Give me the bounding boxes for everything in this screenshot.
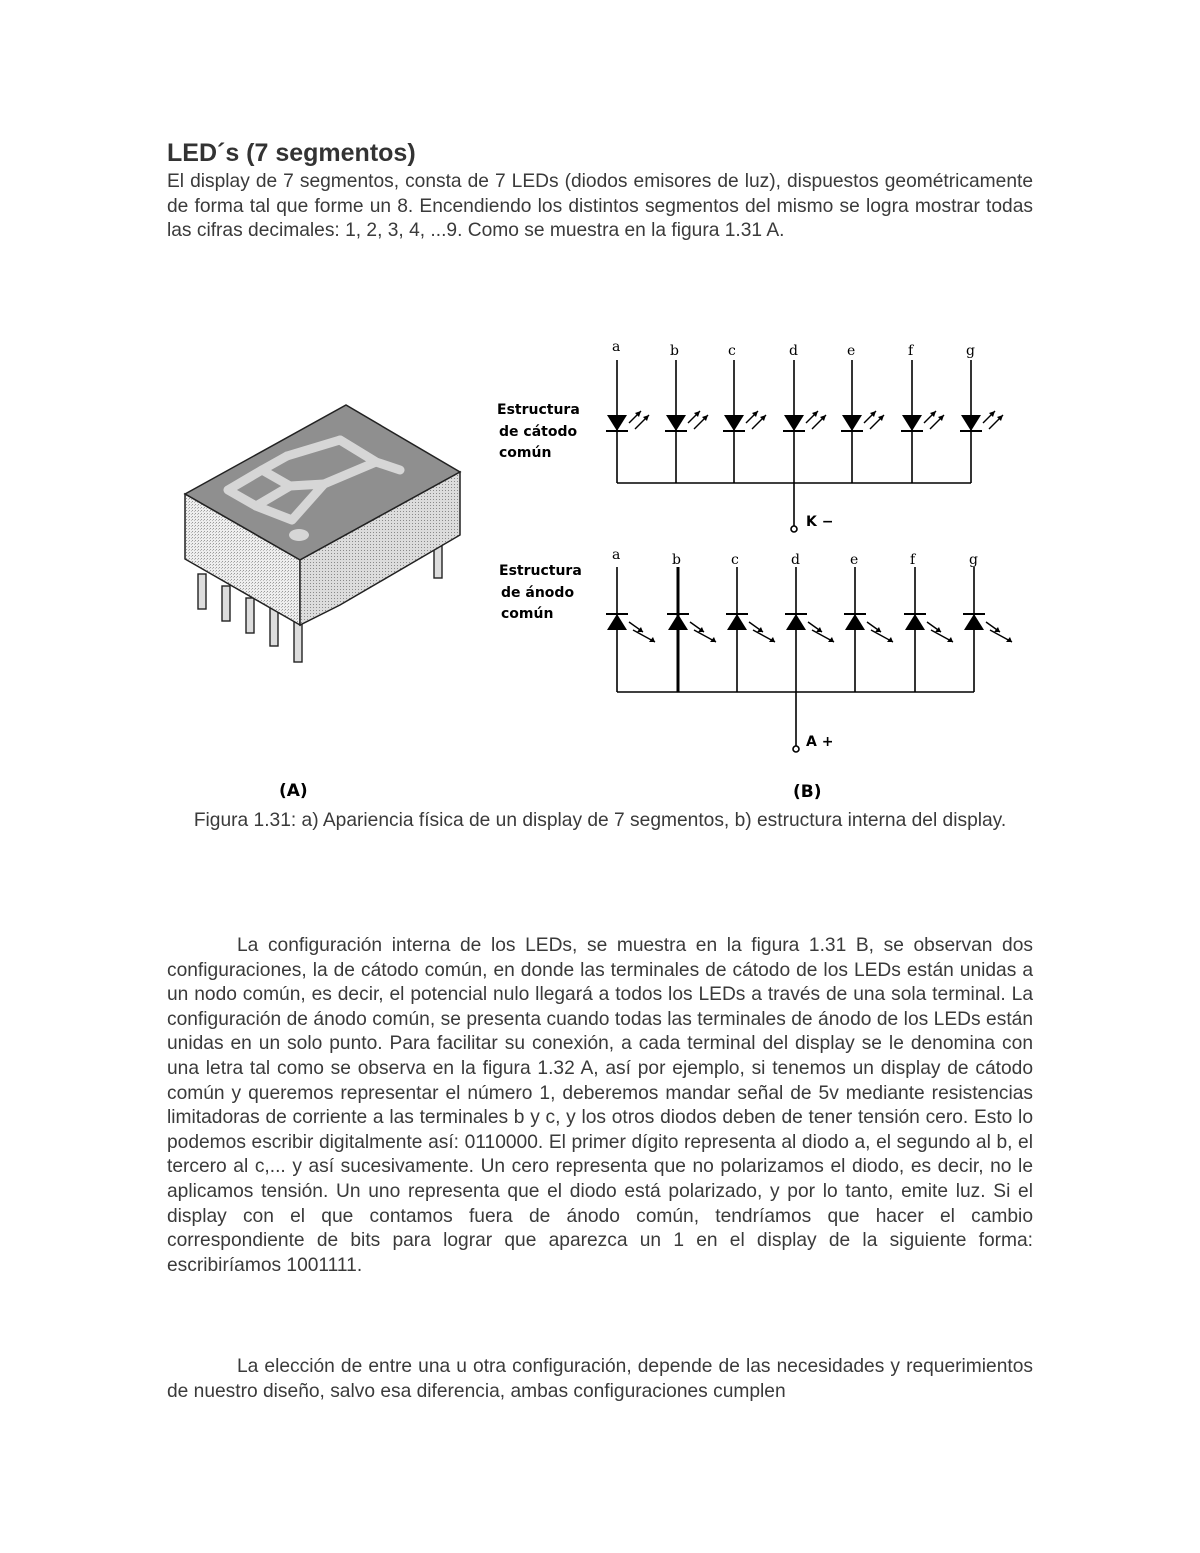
anode-diodes xyxy=(606,614,1012,642)
cathode-label-line2: de cátodo xyxy=(499,424,578,440)
anode-pin-label-b: b xyxy=(672,552,681,568)
cathode-diode-f xyxy=(901,411,944,431)
common-cathode-schematic xyxy=(617,360,971,532)
common-anode-schematic xyxy=(617,567,974,752)
cathode-diode-b xyxy=(665,411,708,431)
cathode-label-line3: común xyxy=(499,445,552,461)
cathode-pin-label-g: g xyxy=(966,343,975,359)
subfigure-label-b: (B) xyxy=(793,782,822,802)
cathode-pin-label-f: f xyxy=(908,343,914,359)
anode-pin-label-c: c xyxy=(731,552,739,568)
anode-label-line1: Estructura xyxy=(499,563,582,579)
cathode-pin-label-b: b xyxy=(670,343,679,359)
cathode-pin-label-e: e xyxy=(847,343,856,359)
anode-diode-a xyxy=(606,614,655,642)
anode-pin-labels xyxy=(612,547,978,568)
cathode-diodes xyxy=(606,411,1003,431)
cathode-diode-a xyxy=(606,411,649,431)
cathode-pin-label-d: d xyxy=(789,343,798,359)
display-illustration xyxy=(185,405,460,662)
anode-terminal-label: A + xyxy=(806,734,834,750)
cathode-diode-d xyxy=(783,411,826,431)
section-title: LED´s (7 segmentos) xyxy=(167,139,416,167)
anode-diode-g xyxy=(963,614,1012,642)
cathode-diode-c xyxy=(723,411,766,431)
choice-paragraph: La elección de entre una u otra configuración, depende de las necesidades y requerimientos de nuestro diseño, salvo esa diferencia, ambas configuraciones cumplen xyxy=(167,1356,1033,1402)
figure-caption: Figura 1.31: a) Apariencia física de un display de 7 segmentos, b) estructura interna del display. xyxy=(193,810,1007,831)
anode-label-line2: de ánodo xyxy=(501,585,575,601)
subfigure-label-a: (A) xyxy=(279,781,308,801)
anode-diode-f xyxy=(904,614,953,642)
anode-diode-e xyxy=(844,614,893,642)
anode-pin-label-d: d xyxy=(791,552,800,568)
anode-pin-label-a: a xyxy=(612,547,621,563)
cathode-pin-label-a: a xyxy=(612,339,621,355)
cathode-pin-labels xyxy=(612,339,975,359)
cathode-pin-label-c: c xyxy=(728,343,736,359)
anode-label-line3: común xyxy=(501,606,554,622)
anode-pin-label-e: e xyxy=(850,552,859,568)
cathode-diode-g xyxy=(960,411,1003,431)
cathode-diode-e xyxy=(841,411,884,431)
decimal-point xyxy=(289,529,309,541)
cathode-terminal-label: K − xyxy=(806,514,834,530)
anode-pin-label-g: g xyxy=(969,552,978,568)
intro-paragraph: El display de 7 segmentos, consta de 7 LEDs (diodos emisores de luz), dispuestos geométricamente de forma tal que forme un 8. Encendiendo los distintos segmentos del mismo se logra mostrar todas las cifras decimales: 1, 2, 3, 4, ...9. Como se muestra en la figura 1.31 A. xyxy=(167,171,1033,242)
anode-pin-label-f: f xyxy=(910,552,916,568)
anode-diode-b xyxy=(667,614,716,642)
anode-diode-d xyxy=(785,614,834,642)
cathode-label-line1: Estructura xyxy=(497,402,580,418)
configuration-paragraph: La configuración interna de los LEDs, se muestra en la figura 1.31 B, se observan dos configuraciones, la de cátodo común, en donde las terminales de cátodo de los LEDs están unidas a un nodo común, es decir, el potencial nulo llegará a todos los LEDs a través de una sola terminal. La configuración de ánodo común, se presenta cuando todas las terminales de ánodo de los LEDs están unidas en un solo punto. Para facilitar su conexión, a cada terminal del display se le denomina con una letra tal como se observa en la figura 1.32 A, así por ejemplo, si tenemos un display de cátodo común y queremos representar el número 1, deberemos mandar señal de 5v mediante resistencias limitadoras de corriente a las terminales b y c, y los otros diodos deben de tener tensión cero. Esto lo podemos escribir digitalmente así: 0110000. El primer dígito representa al diodo a, el segundo al b, el tercero al c,... y así sucesivamente. Un cero representa que no polarizamos el diodo, es decir, no le aplicamos tensión. Un uno representa que el diodo está polarizado, y por lo tanto, emite luz. Si el display con el que contamos fuera de ánodo común, tendríamos que hacer el cambio correspondiente de bits para lograr que aparezca un 1 en el display de la siguiente forma: escribiríamos 1001111. xyxy=(167,935,1033,1276)
anode-diode-c xyxy=(726,614,775,642)
